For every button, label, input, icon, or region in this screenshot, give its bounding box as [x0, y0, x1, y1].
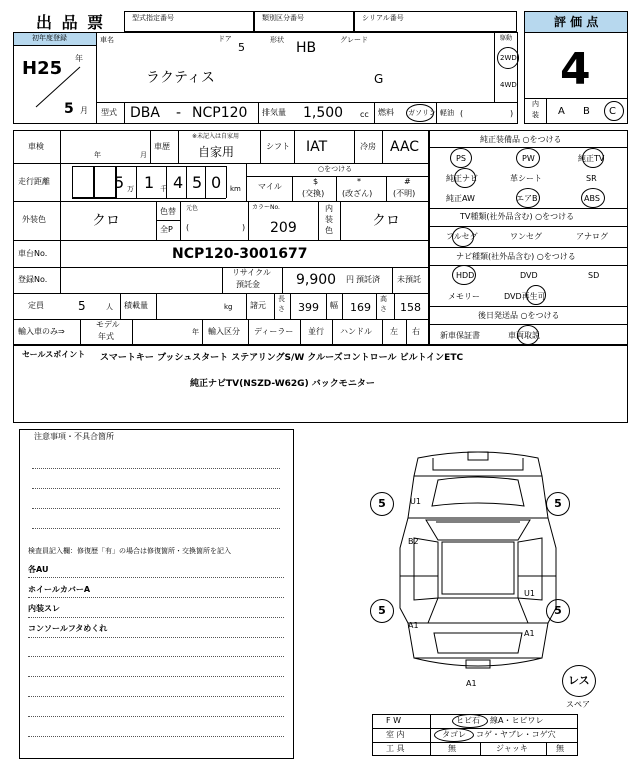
car-name: ラクティス: [146, 70, 215, 86]
fuel-label: 燃料: [378, 108, 394, 117]
navi-title: ナビ種類(社外品含む) ○をつける: [456, 252, 576, 261]
docs-title: 後日発送品 ○をつける: [478, 311, 560, 320]
capacity-label: 定員: [28, 301, 44, 310]
width-value: 169: [350, 301, 371, 314]
genuine-item-navi: 純正ナビ: [446, 174, 478, 183]
height-label-1: 高: [380, 295, 387, 303]
model-year-label-2: 年式: [98, 332, 114, 341]
handle-label: ハンドル: [340, 327, 372, 336]
tv-item-full: フルセグ: [446, 232, 478, 241]
tools-item-2: ジャッキ: [496, 744, 528, 753]
handle-right: 右: [412, 327, 420, 336]
tire-rear-left: 5: [370, 599, 394, 623]
door-label: ドア: [218, 35, 232, 43]
genuine-item-ps: PS: [456, 154, 466, 163]
interior-label-1: 内: [532, 100, 539, 108]
drive-4wd: 4WD: [500, 81, 517, 89]
note-line-4: コンソールフタめくれ: [28, 624, 108, 633]
genuine-item-tv: 純正TV: [578, 154, 605, 163]
interior-grade-b: B: [583, 106, 590, 117]
history-note: ※未記入は自家用: [192, 133, 240, 140]
fw-item-2: 線A・ヒビワレ: [490, 716, 544, 725]
navi-item-dvd: DVD: [520, 271, 538, 280]
unknown-symbol: #: [404, 177, 411, 186]
genuine-title: 純正装備品 ○をつける: [480, 135, 562, 144]
recycle-unit: 円: [346, 275, 354, 284]
height-value: 158: [400, 301, 421, 314]
sen-unit: 千: [160, 185, 167, 193]
inspection-month-unit: 月: [140, 151, 147, 159]
chassis-value: NCP120-3001677: [172, 246, 308, 262]
mileage-label: 走行距離: [18, 177, 50, 186]
interior-row-label: 室 内: [386, 730, 405, 739]
original-paren-close: ): [242, 223, 246, 232]
tools-item-1: 無: [448, 744, 456, 753]
length-label-2: さ: [278, 305, 285, 313]
shift-label: シフト: [266, 142, 290, 151]
displacement-label: 排気量: [262, 108, 286, 117]
chassis-label: 車台No.: [18, 249, 48, 258]
fw-item-1: ヒビ石: [456, 716, 480, 725]
length-label-1: 長: [278, 295, 285, 303]
defects-label: 注意事項・不具合箇所: [34, 432, 114, 441]
shape-label: 形状: [270, 36, 284, 44]
tv-item-one: ワンセグ: [510, 232, 542, 241]
deposited-label: 預託済: [356, 275, 380, 284]
fw-label: F W: [386, 716, 402, 725]
mark-a1-left: A1: [408, 621, 419, 630]
model-code: NCP120: [192, 105, 248, 121]
docs-item-manual: 車両取説: [508, 331, 540, 340]
recycle-label-2: 預託金: [236, 280, 260, 289]
interior-color-label-2: 装: [325, 215, 333, 224]
tire-front-right: 5: [546, 492, 570, 516]
import-type-label: 輸入区分: [208, 327, 240, 336]
spare-value: レス: [568, 674, 590, 687]
inspection-label: 車検: [28, 142, 44, 151]
recycle-value: 9,900: [296, 272, 337, 288]
exterior-value: クロ: [92, 213, 120, 229]
model-prefix: DBA: [130, 105, 160, 121]
inspection-year-unit: 年: [94, 151, 101, 159]
reg-year-unit: 年: [75, 54, 83, 63]
history-label: 車歴: [154, 142, 170, 151]
man-unit: 万: [127, 185, 134, 193]
exchange-label: (交換): [302, 189, 325, 198]
mark-u1-front: U1: [410, 497, 421, 506]
navi-item-memory: メモリー: [448, 292, 480, 301]
tv-item-analog: アナログ: [576, 232, 608, 241]
mileage-digit-2: 1: [144, 173, 155, 192]
model-year-label-1: モデル: [96, 320, 120, 329]
handle-left: 左: [390, 327, 398, 336]
selling-points-label: セールスポイント: [22, 350, 86, 359]
shape-value: HB: [296, 40, 317, 56]
interior-color-value: クロ: [372, 213, 400, 229]
note-line-2: ホイールカバーA: [28, 585, 91, 594]
light-oil-close: ): [510, 109, 514, 118]
interior-item-2: コゲ・ヤブレ・コゲ穴: [476, 730, 556, 739]
grade-label: グレード: [340, 36, 368, 44]
note-line-1: 各AU: [28, 565, 49, 574]
modified-symbol: *: [357, 177, 361, 186]
not-deposited-label: 未預託: [397, 275, 421, 284]
serial-label: シリアル番号: [362, 14, 404, 22]
displacement-unit: cc: [360, 110, 369, 119]
tools-label: 工 具: [386, 744, 405, 753]
dims-label: 諸元: [250, 301, 266, 310]
km-unit: km: [230, 185, 241, 193]
recycle-label-1: リサイクル: [232, 268, 271, 277]
mark-a1-bumper: A1: [466, 679, 477, 688]
fuel-value: ガソリン: [408, 109, 436, 117]
genuine-item-leather: 革シート: [510, 174, 542, 183]
mark-a1-rear: A1: [524, 629, 535, 638]
kg-unit: kg: [224, 303, 233, 311]
unknown-label: (不明): [393, 189, 416, 198]
tv-title: TV種類(社外品含む) ○をつける: [460, 212, 575, 221]
dealer-label: ディーラー: [254, 327, 294, 336]
interior-color-label-1: 内: [325, 204, 333, 213]
model-dash: -: [176, 105, 182, 121]
exchange-symbol: $: [313, 177, 319, 186]
mark-u1-rear: U1: [524, 589, 535, 598]
import-only-label: 輸入車のみ⇒: [18, 327, 65, 336]
tire-front-left: 5: [370, 492, 394, 516]
ac-value: AAC: [390, 139, 420, 155]
modified-label: (改ざん): [342, 189, 373, 198]
drive-label: 駆動: [500, 35, 513, 42]
genuine-item-sr: SR: [586, 174, 597, 183]
genuine-item-abs: ABS: [584, 194, 600, 203]
color-change-label: 色替: [160, 207, 176, 216]
drive-2wd: 2WD: [500, 54, 517, 62]
mileage-digit-4: 5: [192, 173, 203, 192]
first-reg-label: 初年度登録: [32, 34, 67, 42]
navi-item-dvd-play: DVD再生可: [504, 292, 546, 301]
all-label: 全P: [160, 225, 173, 234]
history-value: 自家用: [198, 145, 235, 159]
mark-b2: B2: [408, 537, 419, 546]
grade-value: G: [374, 72, 384, 86]
light-oil-open: (: [460, 109, 464, 118]
mileage-digit-5: 0: [211, 173, 222, 192]
rating-label: 評 価 点: [554, 15, 599, 29]
mileage-digit-1: 5: [114, 173, 125, 192]
notes-block: [19, 429, 294, 759]
parallel-label: 並行: [308, 327, 324, 336]
reg-month-unit: 月: [80, 106, 88, 115]
ac-label: 冷房: [360, 142, 376, 151]
genuine-item-airbag: エアB: [516, 194, 538, 203]
color-no-label: カラーNo.: [252, 204, 280, 211]
navi-item-sd: SD: [588, 271, 600, 280]
spare-label: スペア: [566, 700, 590, 709]
genuine-item-aw: 純正AW: [446, 194, 475, 203]
tire-rear-right: 5: [546, 599, 570, 623]
door-value: 5: [238, 41, 245, 54]
original-paren-open: (: [186, 223, 190, 232]
person-unit: 人: [106, 303, 113, 311]
car-diagram: [378, 448, 578, 678]
original-color-label: 元色: [186, 205, 199, 212]
rating-value: 4: [560, 44, 591, 95]
reg-year: H25: [22, 58, 63, 79]
interior-grade-a: A: [558, 106, 565, 117]
selling-points-line1: スマートキー ブッシュスタート ステアリングS/W クルーズコントロール ビルトインETC: [100, 353, 464, 363]
model-year-unit: 年: [192, 328, 199, 336]
inspector-label: 検査員記入欄：修復歴「有」の場合は修復箇所・交換箇所を記入: [28, 547, 231, 555]
capacity-value: 5: [78, 299, 86, 313]
reg-month: 5: [64, 101, 74, 117]
interior-item-1: タゴレ: [442, 730, 466, 739]
model-label: 型式: [101, 108, 117, 117]
height-label-2: さ: [380, 305, 387, 313]
mileage-digit-3: 4: [173, 173, 184, 192]
car-name-label: 車名: [100, 36, 114, 44]
interior-label-2: 装: [532, 111, 539, 119]
reg-no-label: 登録No.: [18, 275, 48, 284]
note-line-3: 内装スレ: [28, 604, 60, 613]
navi-item-hdd: HDD: [456, 271, 475, 280]
light-oil-label: 軽油: [440, 109, 454, 117]
length-value: 399: [298, 301, 319, 314]
docs-item-warranty: 新車保証書: [440, 331, 480, 340]
selling-points-line2: 純正ナビTV(NSZD-W62G) バックモニター: [190, 379, 375, 389]
width-label: 幅: [330, 301, 338, 310]
model-spec-label: 型式指定番号: [132, 14, 174, 22]
exterior-label: 外装色: [22, 215, 46, 224]
category-label: 類別区分番号: [262, 14, 304, 22]
load-label: 積載量: [124, 301, 148, 310]
interior-grade-c: C: [609, 106, 616, 117]
shift-value: IAT: [306, 139, 328, 155]
displacement-value: 1,500: [303, 105, 344, 121]
tools-item-3: 無: [556, 744, 564, 753]
circle-note: ○をつける: [318, 165, 353, 173]
sheet-title: 出 品 票: [36, 13, 106, 32]
genuine-item-pw: PW: [522, 154, 535, 163]
color-no-value: 209: [270, 220, 297, 236]
interior-color-label-3: 色: [325, 226, 333, 235]
mile-label: マイル: [258, 182, 282, 191]
